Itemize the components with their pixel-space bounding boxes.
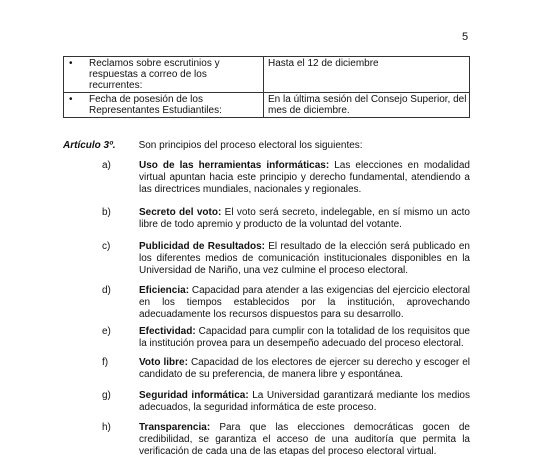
item-title: Secreto del voto: — [139, 207, 222, 218]
list-item — [102, 390, 470, 414]
table-cell-event — [64, 93, 264, 118]
item-letter: e) — [102, 326, 111, 337]
list-item — [102, 241, 470, 277]
item-text: El resultado de la elección será publicado en los diferentes medios de comunicación institucionales disponibles en la Universidad de Nariño, una vez culmine el proceso electoral. — [139, 241, 470, 276]
item-text: Capacidad para cumplir con la totalidad de los requisitos que la institución provea para un desempeño adecuado del proceso electoral. — [139, 326, 470, 349]
list-item — [102, 357, 470, 381]
table-cell-date: Hasta el 12 de diciembre — [264, 57, 470, 93]
list-item — [102, 422, 470, 458]
item-text: Capacidad para atender a las exigencias del ejercicio electoral en los tiempos establecidos por la institución, aprovechando adecuadamente los recursos dispuestos para su desarrollo. — [139, 285, 470, 320]
item-letter: c) — [102, 241, 111, 252]
item-title: Seguridad informática: — [139, 390, 249, 401]
item-text: Para que las elecciones democráticas gocen de credibilidad, se garantiza el acceso de una auditoría que permita la verificación de cada una de las etapas del proceso electoral virtual. — [139, 422, 470, 457]
item-letter: b) — [102, 207, 111, 218]
table-row — [64, 93, 470, 118]
item-title: Voto libre: — [139, 357, 188, 368]
item-letter: a) — [102, 160, 111, 171]
article-heading-line — [63, 140, 363, 151]
article-heading: Artículo 3º. — [63, 140, 116, 151]
item-text: Las elecciones en modalidad virtual apuntan hacia este principio y derecho fundamental, atendiendo a las directrices mundiales, nacionales y regionales. — [139, 160, 470, 195]
bullet-icon: • — [69, 58, 73, 69]
table-cell-event — [64, 57, 264, 93]
item-letter: d) — [102, 285, 111, 296]
item-title: Transparencia: — [139, 422, 211, 433]
item-letter: h) — [102, 422, 111, 433]
item-title: Uso de las herramientas informáticas: — [139, 160, 330, 171]
item-title: Eficiencia: — [139, 285, 190, 296]
list-item — [102, 326, 470, 350]
item-letter: g) — [102, 390, 111, 401]
item-title: Publicidad de Resultados: — [139, 241, 265, 252]
list-item — [102, 160, 470, 196]
page-number: 5 — [462, 31, 469, 43]
item-title: Efectividad: — [139, 326, 196, 337]
list-item — [102, 207, 470, 231]
list-item — [102, 285, 470, 321]
event-label: Fecha de posesión de los Representantes Estudiantiles: — [89, 94, 222, 116]
article-intro: Son principios del proceso electoral los siguientes: — [138, 140, 363, 151]
table-cell-date: En la última sesión del Consejo Superior, del mes de diciembre. — [264, 93, 470, 118]
bullet-icon: • — [69, 94, 73, 105]
schedule-table — [63, 56, 470, 118]
item-text: Capacidad de los electores de ejercer su derecho y escoger el candidato de su preferencia, de manera libre y espontánea. — [139, 357, 471, 380]
table-row — [64, 57, 470, 93]
item-letter: f) — [102, 357, 109, 368]
item-text: El voto será secreto, indelegable, en sí mismo un acto libre de todo apremio y producto de la voluntad del votante. — [139, 207, 470, 230]
item-text: La Universidad garantizará mediante los medios adecuados, la seguridad informática de este proceso. — [139, 390, 470, 413]
event-label: Reclamos sobre escrutinios y respuestas a correo de los recurrentes: — [89, 58, 220, 91]
